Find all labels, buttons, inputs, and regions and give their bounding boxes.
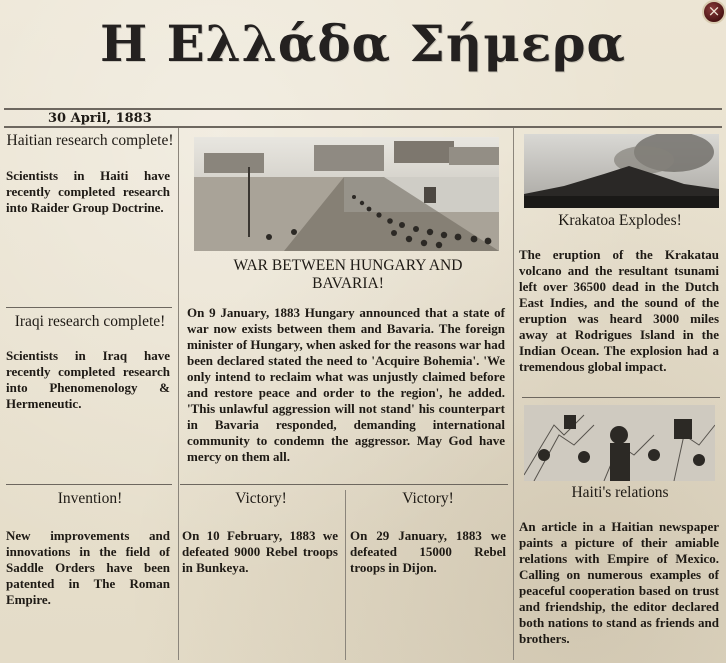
center-rule xyxy=(180,484,508,485)
haiti-relations-body: An article in a Haitian newspaper paints a picture of their amiable relations with Empire of Mexico. Calling on numerous examples of peaceful cooperation based on trust and friendship, the editor declared both nations to stand as friends and brothers. xyxy=(519,519,719,646)
victory-2-headline: Victory! xyxy=(402,490,454,507)
krakatoa-headline: Krakatoa Explodes! xyxy=(558,212,682,229)
masthead-title: Η Ελλάδα Σήμερα xyxy=(99,14,626,73)
close-icon: × xyxy=(707,2,721,20)
date-rule xyxy=(4,126,722,128)
haiti-research-body: Scientists in Haiti have recently completed research into Raider Group Doctrine. xyxy=(6,168,170,215)
column-divider-right xyxy=(513,128,514,660)
top-rule xyxy=(4,108,722,110)
haiti-research-headline: Haitian research complete! xyxy=(6,132,174,149)
issue-date: 30 April, 1883 xyxy=(48,111,152,126)
iraq-research-headline: Iraqi research complete! xyxy=(14,313,166,330)
krakatoa-body: The eruption of the Krakatau volcano and the resultant tsunami left over 36500 dead in the Dutch East Indies, and the sound of the eruption was heard 3000 miles away at Rodrigues Island in the Indian Ocean. The explosion had a tremendous global impact. xyxy=(519,247,719,374)
war-body: On 9 January, 1883 Hungary announced that a state of war now exists between them and Bavaria. The foreign minister of Hungary, when asked for the reasons war had been declared stated the need to 'Acquire Bohemia'. 'We only intend to reclaim what was unjustly claimed before and restore peace and order to the region', he added. 'This unlawful aggression will not stand' his counterpart in Bavaria responded, demanding international community to condemn the aggressor. May God have mercy on them all. xyxy=(187,305,505,464)
victory-1-body: On 10 February, 1883 we defeated 9000 Rebel troops in Bunkeya. xyxy=(182,528,338,575)
victory-1-headline: Victory! xyxy=(235,490,287,507)
victory-2-body: On 29 January, 1883 we defeated 15000 Rebel troops in Dijon. xyxy=(350,528,506,575)
column-divider-left xyxy=(178,128,179,660)
invention-headline: Invention! xyxy=(57,490,123,507)
iraq-research-body: Scientists in Iraq have recently completed research into Phenomenology & Hermeneutic. xyxy=(6,348,170,411)
haiti-relations-headline: Haiti's relations xyxy=(571,484,669,501)
column-divider-victory xyxy=(345,490,346,660)
left-rule-2 xyxy=(6,484,172,485)
left-rule-1 xyxy=(6,307,172,308)
war-photo xyxy=(194,137,499,251)
haiti-relations-photo xyxy=(524,405,715,481)
invention-body: New improvements and innovations in the field of Saddle Orders have been patented in The Roman Empire. xyxy=(6,528,170,607)
right-rule xyxy=(522,397,720,398)
krakatoa-photo xyxy=(524,134,719,208)
war-headline: WAR BETWEEN HUNGARY AND BAVARIA! xyxy=(233,257,463,292)
